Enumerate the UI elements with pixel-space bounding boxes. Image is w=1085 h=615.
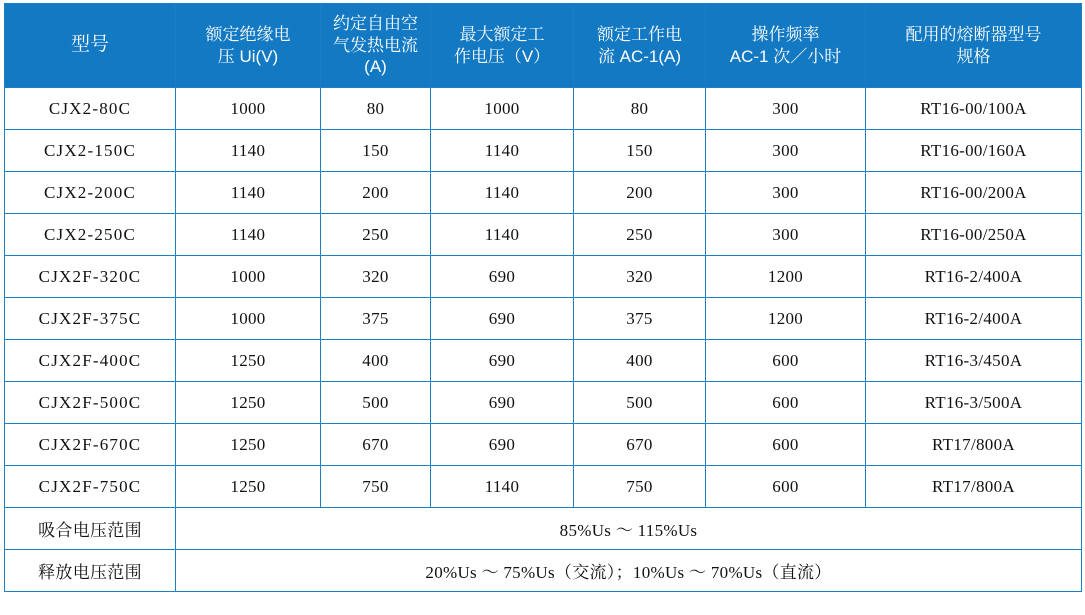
cell-thermal-current: 500 <box>321 382 431 424</box>
table-row <box>5 340 1082 382</box>
cell-max-voltage: 1140 <box>431 172 574 214</box>
cell-fuse-spec: RT17/800A <box>866 424 1082 466</box>
cell-thermal-current: 250 <box>321 214 431 256</box>
table-row-release-voltage-range <box>5 550 1082 592</box>
header-line: AC-1 次／小时 <box>729 46 842 66</box>
cell-insulation-voltage: 1140 <box>176 214 321 256</box>
column-header-fuse-type-spec <box>866 4 1082 88</box>
cell-model: CJX2F-500C <box>5 382 176 424</box>
cell-insulation-voltage: 1000 <box>176 298 321 340</box>
cell-thermal-current: 670 <box>321 424 431 466</box>
cell-max-voltage: 1140 <box>431 130 574 172</box>
cell-fuse-spec: RT17/800A <box>866 466 1082 508</box>
table-row <box>5 298 1082 340</box>
header-line: (A) <box>364 57 387 77</box>
table-row <box>5 466 1082 508</box>
cell-max-voltage: 1140 <box>431 466 574 508</box>
cell-thermal-current: 375 <box>321 298 431 340</box>
row-value-release-voltage-range: 20%Us ～ 75%Us（交流）；10%Us ～ 70%Us（直流） <box>176 550 1082 592</box>
cell-model: CJX2F-750C <box>5 466 176 508</box>
header-line: 配用的熔断器型号 <box>905 24 1042 44</box>
cell-operating-current: 200 <box>574 172 706 214</box>
cell-model: CJX2F-400C <box>5 340 176 382</box>
row-label-release-voltage-range: 释放电压范围 <box>5 550 176 592</box>
cell-operating-current: 375 <box>574 298 706 340</box>
cell-fuse-spec: RT16-00/250A <box>866 214 1082 256</box>
cell-insulation-voltage: 1250 <box>176 382 321 424</box>
column-header-max-rated-operating-voltage <box>431 4 574 88</box>
cell-max-voltage: 690 <box>431 256 574 298</box>
row-label-pickup-voltage-range: 吸合电压范围 <box>5 508 176 550</box>
cell-operating-current: 150 <box>574 130 706 172</box>
cell-operating-frequency: 600 <box>706 340 866 382</box>
table-row <box>5 382 1082 424</box>
header-line: 操作频率 <box>751 24 820 44</box>
cell-operating-frequency: 1200 <box>706 256 866 298</box>
cell-operating-frequency: 1200 <box>706 298 866 340</box>
table-row <box>5 424 1082 466</box>
cell-max-voltage: 690 <box>431 298 574 340</box>
cell-operating-frequency: 300 <box>706 214 866 256</box>
header-line: 作电压（V） <box>453 46 551 66</box>
cell-fuse-spec: RT16-00/200A <box>866 172 1082 214</box>
header-line: 规格 <box>956 46 991 66</box>
header-line: 额定工作电 <box>597 24 682 44</box>
cell-max-voltage: 690 <box>431 382 574 424</box>
cell-fuse-spec: RT16-00/160A <box>866 130 1082 172</box>
cell-fuse-spec: RT16-2/400A <box>866 298 1082 340</box>
cell-max-voltage: 690 <box>431 340 574 382</box>
cell-operating-current: 500 <box>574 382 706 424</box>
cell-fuse-spec: RT16-2/400A <box>866 256 1082 298</box>
cell-operating-current: 250 <box>574 214 706 256</box>
table-row-pickup-voltage-range <box>5 508 1082 550</box>
cell-operating-current: 400 <box>574 340 706 382</box>
cell-operating-current: 320 <box>574 256 706 298</box>
cell-operating-frequency: 300 <box>706 130 866 172</box>
table-header-row <box>5 4 1082 88</box>
spec-table-page <box>0 3 1085 615</box>
cell-operating-frequency: 600 <box>706 466 866 508</box>
specification-table <box>4 3 1082 592</box>
cell-thermal-current: 320 <box>321 256 431 298</box>
table-row <box>5 172 1082 214</box>
cell-max-voltage: 1140 <box>431 214 574 256</box>
header-line: 气发热电流 <box>333 35 418 55</box>
cell-operating-current: 750 <box>574 466 706 508</box>
cell-operating-current: 670 <box>574 424 706 466</box>
cell-model: CJX2-150C <box>5 130 176 172</box>
cell-model: CJX2F-670C <box>5 424 176 466</box>
cell-thermal-current: 150 <box>321 130 431 172</box>
cell-insulation-voltage: 1250 <box>176 466 321 508</box>
row-value-pickup-voltage-range: 85%Us ～ 115%Us <box>176 508 1082 550</box>
table-body <box>5 88 1082 592</box>
column-header-conventional-free-air-thermal-current <box>321 4 431 88</box>
cell-operating-frequency: 300 <box>706 88 866 130</box>
cell-insulation-voltage: 1000 <box>176 88 321 130</box>
cell-operating-frequency: 600 <box>706 424 866 466</box>
cell-thermal-current: 400 <box>321 340 431 382</box>
cell-model: CJX2F-320C <box>5 256 176 298</box>
cell-operating-current: 80 <box>574 88 706 130</box>
header-line: 流 AC-1(A) <box>597 46 682 66</box>
cell-insulation-voltage: 1140 <box>176 172 321 214</box>
cell-max-voltage: 1000 <box>431 88 574 130</box>
column-header-model <box>5 4 176 88</box>
cell-model: CJX2-200C <box>5 172 176 214</box>
cell-model: CJX2-80C <box>5 88 176 130</box>
cell-fuse-spec: RT16-00/100A <box>866 88 1082 130</box>
column-header-rated-insulation-voltage <box>176 4 321 88</box>
header-line: 额定绝缘电 <box>205 24 291 44</box>
cell-insulation-voltage: 1250 <box>176 340 321 382</box>
cell-model: CJX2-250C <box>5 214 176 256</box>
cell-operating-frequency: 300 <box>706 172 866 214</box>
header-line: 型号 <box>70 34 109 56</box>
cell-insulation-voltage: 1250 <box>176 424 321 466</box>
cell-fuse-spec: RT16-3/450A <box>866 340 1082 382</box>
table-row <box>5 214 1082 256</box>
cell-insulation-voltage: 1000 <box>176 256 321 298</box>
cell-thermal-current: 750 <box>321 466 431 508</box>
column-header-operating-frequency <box>706 4 866 88</box>
header-line: 约定自由空 <box>333 13 418 33</box>
header-line: 压 Ui(V) <box>217 46 279 66</box>
table-row <box>5 256 1082 298</box>
header-line: 最大额定工 <box>459 24 545 44</box>
table-row <box>5 88 1082 130</box>
cell-thermal-current: 80 <box>321 88 431 130</box>
column-header-rated-operating-current <box>574 4 706 88</box>
cell-model: CJX2F-375C <box>5 298 176 340</box>
cell-insulation-voltage: 1140 <box>176 130 321 172</box>
cell-fuse-spec: RT16-3/500A <box>866 382 1082 424</box>
table-row <box>5 130 1082 172</box>
cell-operating-frequency: 600 <box>706 382 866 424</box>
cell-thermal-current: 200 <box>321 172 431 214</box>
table-header <box>5 4 1082 88</box>
cell-max-voltage: 690 <box>431 424 574 466</box>
